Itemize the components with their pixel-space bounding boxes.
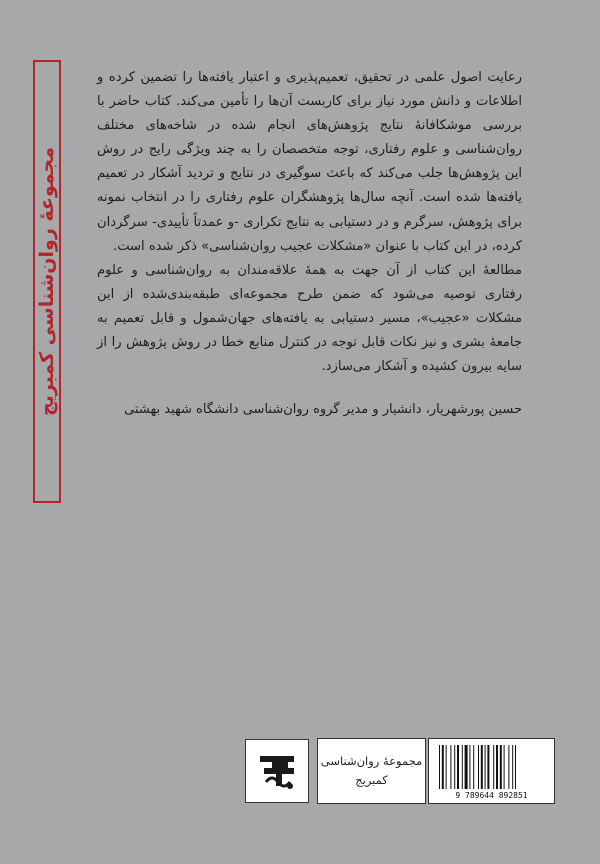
blurb-paragraph-1: رعایت اصول علمی در تحقیق، تعمیم‌پذیری و اعتبار یافته‌ها را تضمین کرده و اطلاعات و دانش مورد نیاز برای کاربست آن‌ها را تأمین می‌کند. کتاب حاضر با بررسی موشکافانهٔ نتایج پژوهش‌های انجام شده در شاخه‌های مختلف روان‌شناسی و علوم رفتاری، توجه متخصصان را به چند ویژگی رایج در روش این پژوهش‌ها جلب می‌کند که باعث سوگیری در نتایج و تردید آشکار در تعمیم یافته‌ها شده است. آنچه سال‌ها پژوهشگران علوم رفتاری را در انتخاب نمونه برای پژوهش، سرگرم و در دستیابی به نتایج تکراری -و عمدتاً تأییدی- سرگردان کرده، در این کتاب با عنوان «مشکلات عجیب روان‌شناسی» ذکر شده است. bbox=[97, 70, 522, 254]
publisher-logo bbox=[245, 739, 309, 803]
series-info-box bbox=[317, 738, 426, 804]
publisher-logo-icon bbox=[252, 746, 302, 796]
blurb-paragraph-2: مطالعهٔ این کتاب از آن جهت به همهٔ علاقه‌مندان به روان‌شناسی و علوم رفتاری توصیه می‌شود که ضمن طرح مجموعه‌ای طبقه‌بندی‌شده از این مشکلات «عجیب»، مسیر دستیابی به یافته‌های جهان‌شمول و قابل تعمیم به جامعهٔ بشری و نیز نکات قابل توجه در کنترل منابع خطا در روش پژوهش را از سایه بیرون کشیده و آشکار می‌سازد. bbox=[97, 262, 522, 375]
author-signature: حسین پورشهریار، دانشیار و مدیر گروه روان‌شناسی دانشگاه شهید بهشتی bbox=[124, 402, 522, 417]
series-label-box bbox=[33, 60, 61, 503]
series-label-text: مجموعهٔ روان‌شناسی کمبریج bbox=[36, 147, 58, 416]
isbn-digits: 9 789644 892851 bbox=[455, 791, 528, 800]
series-info-line-2: کمبریج bbox=[355, 773, 388, 787]
series-info-line-1: مجموعهٔ روان‌شناسی bbox=[320, 754, 423, 768]
isbn-barcode bbox=[428, 738, 555, 804]
blurb-text bbox=[97, 66, 522, 379]
barcode-bars bbox=[437, 745, 547, 789]
